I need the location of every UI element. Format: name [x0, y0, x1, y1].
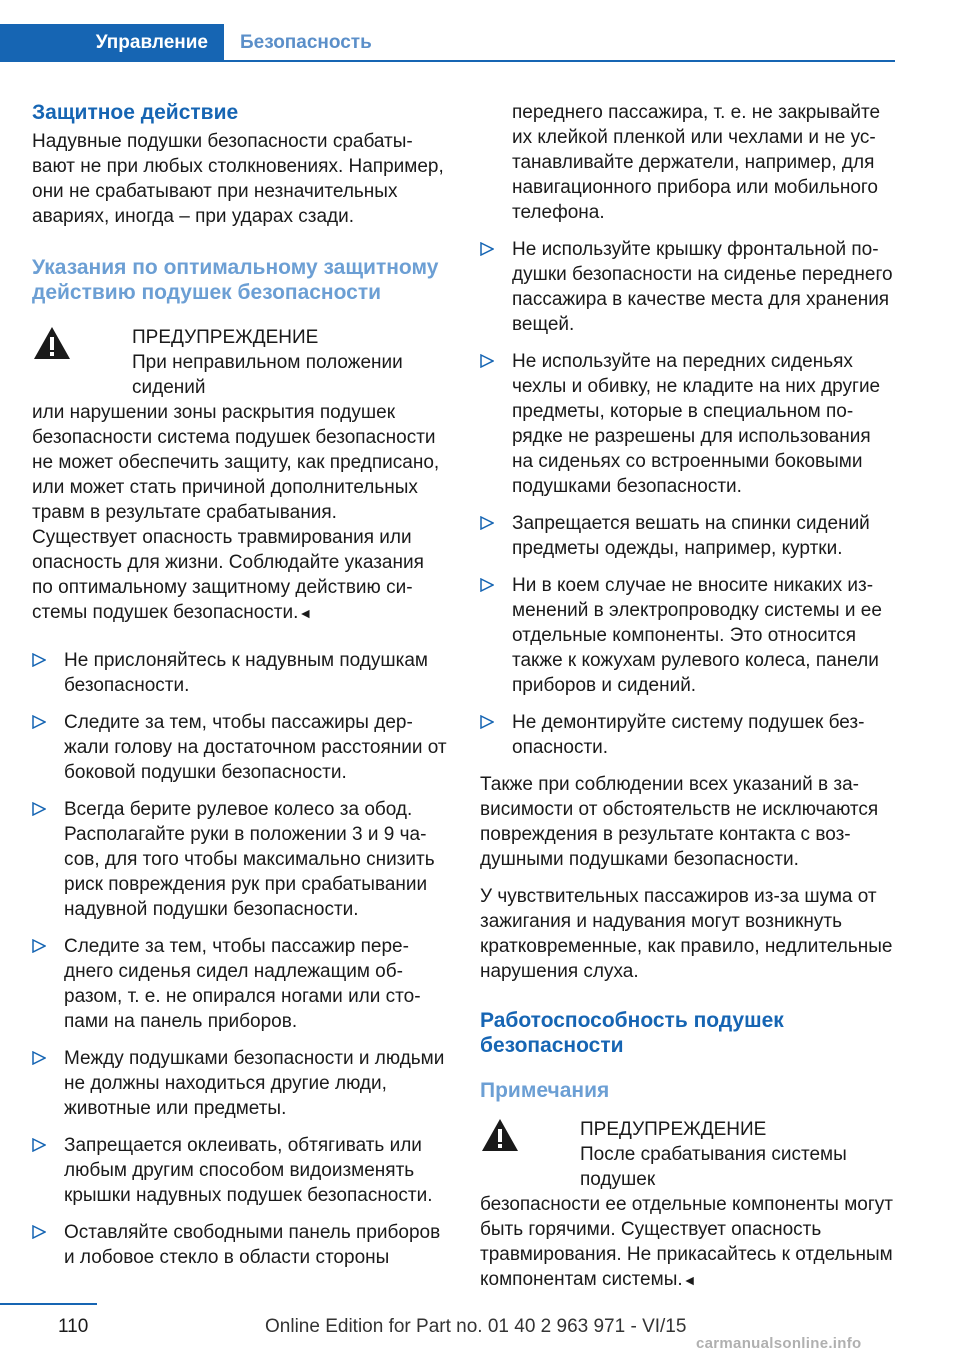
warning-body: или нарушении зоны раскрытия подушек безопасности система подушек безопасности не может обеспечить защиту, как предписано, или может стать причиной дополнительных травм в результате срабатывания. Существует опасность травмирования или опасность для жизни. Соблюдайте указания по оптимальному защитному действию системы подушек безопасности.◄	[32, 402, 440, 623]
warning-block-notes	[480, 1117, 895, 1293]
warning-title: ПРЕДУПРЕЖДЕНИЕ	[580, 1119, 767, 1140]
triangle-bullet-icon	[480, 715, 494, 729]
list-item: Следите за тем, чтобы пассажир переднего сиденья сидел надлежащим образом, т. е. не опирался ногами или стопами на панель приборов.	[32, 934, 447, 1034]
warning-body: безопасности ее отдельные компоненты могут быть горячими. Существует опасность травмирования. Не прикасайтесь к отдельным компонентам системы.◄	[480, 1194, 893, 1290]
paragraph-hearing: У чувствительных пассажиров из-за шума от зажигания и надувания могут возникнуть кратковременные, как правило, недлительные нарушения слуха.	[480, 886, 893, 982]
list-item: Запрещается оклеивать, обтягивать или любым другим способом видоизменять крышки надувных подушек безопасности.	[32, 1133, 447, 1208]
list-item: Не используйте крышку фронтальной подушки безопасности на сиденье переднего пассажира в качестве места для хранения вещей.	[480, 237, 895, 337]
list-item: Не прислоняйтесь к надувным подушкам безопасности.	[32, 648, 447, 698]
footer-rule	[0, 1303, 97, 1305]
paragraph-continuation: переднего пассажира, т. е. не закрывайте их клейкой пленкой или чехлами и не устанавливайте держатели, например, для навигационного прибора или мобильного телефона.	[512, 102, 881, 223]
list-item: Следите за тем, чтобы пассажиры держали голову на достаточном расстоянии от боковой подушки безопасности.	[32, 710, 447, 785]
tab-safety[interactable]	[240, 24, 372, 62]
list-item: Не используйте на передних сиденьях чехлы и обивку, не кладите на них другие предметы, которые в специальном порядке не разрешены для использования на сиденьях со встроенными боковыми подушками безопасности.	[480, 349, 895, 499]
heading-notes: Примечания	[480, 1079, 610, 1102]
triangle-bullet-icon	[480, 354, 494, 368]
triangle-bullet-icon	[480, 578, 494, 592]
triangle-bullet-icon	[32, 715, 46, 729]
left-column	[32, 100, 447, 1282]
triangle-bullet-icon	[32, 802, 46, 816]
triangle-bullet-icon	[480, 242, 494, 256]
paragraph-also: Также при соблюдении всех указаний в зависимости от обстоятельств не исключаются повреждения в результате контакта с воздушными подушками безопасности.	[480, 774, 879, 870]
paragraph-protective-action: Надувные подушки безопасности срабатывают не при любых столкновениях. Например, они не срабатывают при незначительных авариях, иногда – при ударах сзади.	[32, 131, 444, 227]
list-item: Оставляйте свободными панель приборов и лобовое стекло в области стороны	[32, 1220, 447, 1270]
warning-lead: При неправильном положении сидений	[132, 352, 403, 398]
bullet-list-left	[32, 648, 447, 1270]
right-column	[480, 100, 895, 1305]
triangle-bullet-icon	[480, 516, 494, 530]
warning-title: ПРЕДУПРЕЖДЕНИЕ	[132, 327, 319, 348]
header-rule	[0, 60, 895, 62]
list-item: Ни в коем случае не вносите никаких изменений в электропроводку системы и ее отдельные компоненты. Это относится также к кожухам рулевого колеса, панели приборов и сидений.	[480, 573, 895, 698]
bullet-list-right	[480, 237, 895, 760]
edition-text: Online Edition for Part no. 01 40 2 963 971 - VI/15	[265, 1316, 687, 1337]
warning-triangle-icon	[32, 325, 72, 361]
warning-triangle-icon	[480, 1117, 520, 1153]
heading-hints: Указания по оптимальному защитному действию подушек безопасности	[32, 256, 439, 304]
triangle-bullet-icon	[32, 939, 46, 953]
header-bar	[0, 0, 960, 62]
triangle-bullet-icon	[32, 1225, 46, 1239]
tab-control[interactable]	[0, 24, 224, 62]
tab-safety-label: Безопасность	[240, 32, 372, 53]
end-mark-icon: ◄	[682, 1272, 697, 1288]
list-item: Между подушками безопасности и людьми не должны находиться другие люди, животные или предметы.	[32, 1046, 447, 1121]
tab-control-label: Управление	[95, 32, 208, 53]
heading-functionality: Работоспособность подушек безопасности	[480, 1009, 784, 1057]
warning-block	[32, 325, 447, 626]
triangle-bullet-icon	[32, 1051, 46, 1065]
warning-lead: После срабатывания системы подушек	[580, 1144, 847, 1190]
triangle-bullet-icon	[32, 1138, 46, 1152]
list-item: Запрещается вешать на спинки сидений предметы одежды, например, куртки.	[480, 511, 895, 561]
page-number: 110	[58, 1316, 89, 1337]
triangle-bullet-icon	[32, 653, 46, 667]
list-item: Не демонтируйте систему подушек безопасности.	[480, 710, 895, 760]
watermark: carmanualsonline.info	[696, 1335, 862, 1352]
list-item: Всегда берите рулевое колесо за обод. Располагайте руки в положении 3 и 9 часов, для того чтобы максимально снизить риск повреждения рук при срабатывании надувной подушки безопасности.	[32, 797, 447, 922]
end-mark-icon: ◄	[298, 605, 313, 621]
heading-protective-action: Защитное действие	[32, 101, 239, 124]
